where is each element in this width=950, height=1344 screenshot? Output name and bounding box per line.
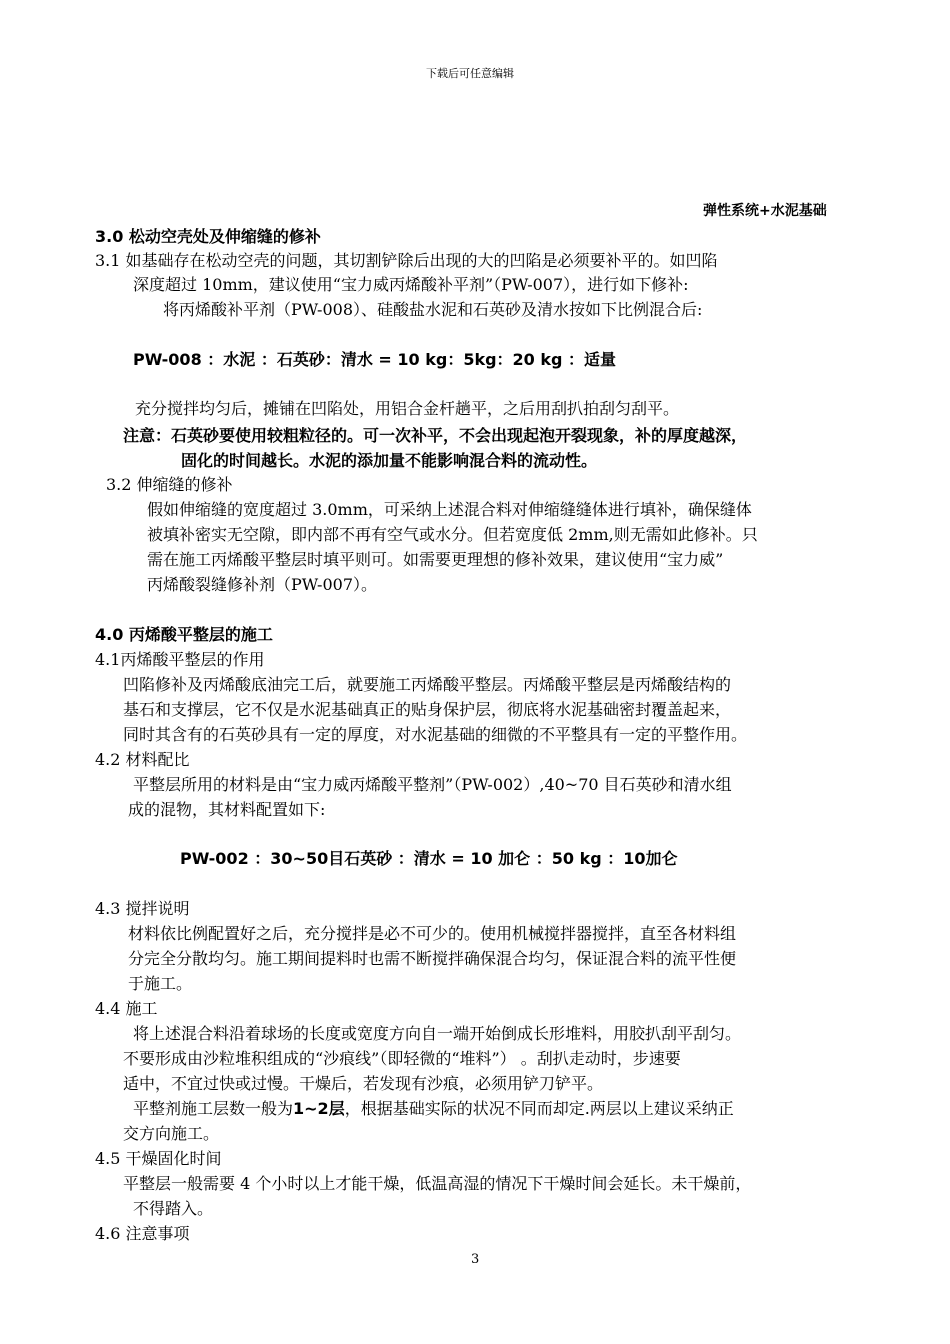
section-4-5-heading: 4.5 干燥固化时间 — [95, 1149, 222, 1168]
document-subtitle: 弹性系统+水泥基础 — [703, 203, 827, 219]
page-header-note: 下载后可任意编辑 — [426, 67, 514, 80]
paragraph-line: 需在施工丙烯酸平整层时填平则可。如需要更理想的修补效果，建议使用“宝力威” — [147, 550, 724, 569]
paragraph-line: 将丙烯酸补平剂（PW-008）、硅酸盐水泥和石英砂及清水按如下比例混合后: — [163, 300, 703, 319]
paragraph-line: 适中，不宜过快或过慢。干燥后，若发现有沙痕，必须用铲刀铲平。 — [123, 1074, 604, 1093]
paragraph-line: 交方向施工。 — [123, 1124, 220, 1143]
paragraph-line: 分完全分散均匀。施工期间提料时也需不断搅拌确保混合均匀，保证混合料的流平性便 — [128, 949, 737, 968]
paragraph-text: 平整剂施工层数一般为 — [133, 1099, 294, 1118]
section-3-0-heading: 3.0 松动空壳处及伸缩缝的修补 — [95, 227, 321, 246]
section-4-2-heading: 4.2 材料配比 — [95, 750, 190, 769]
section-4-6-heading: 4.6 注意事项 — [95, 1224, 190, 1243]
note-line: 注意：石英砂要使用较粗粒径的。可一次补平，不会出现起泡开裂现象，补的厚度越深， — [123, 426, 748, 445]
paragraph-line: 凹陷修补及丙烯酸底油完工后，就要施工丙烯酸平整层。丙烯酸平整层是丙烯酸结构的 — [123, 675, 732, 694]
paragraph-line: 3.1 如基础存在松动空壳的问题，其切割铲除后出现的大的凹陷是必须要补平的。如凹陷 — [95, 251, 718, 270]
paragraph-line: 不得踏入。 — [133, 1199, 214, 1218]
paragraph-line: 深度超过 10mm，建议使用“宝力威丙烯酸补平剂”（PW-007），进行如下修补: — [133, 275, 689, 294]
paragraph-line: 平整层一般需要 4 个小时以上才能干燥，低温高湿的情况下干燥时间会延长。未干燥前， — [123, 1174, 752, 1193]
paragraph-line: 于施工。 — [128, 974, 193, 993]
section-4-1-heading: 4.1丙烯酸平整层的作用 — [95, 650, 265, 669]
paragraph-line: 成的混物，其材料配置如下: — [128, 800, 326, 819]
section-4-3-heading: 4.3 搅拌说明 — [95, 899, 190, 918]
paragraph-line: 充分搅拌均匀后，摊铺在凹陷处，用铝合金杆趟平，之后用刮扒拍刮匀刮平。 — [135, 399, 680, 418]
mix-formula-2: PW-002 ：30~50目石英砂 ：清水 = 10 加仑 ：50 kg ：10加仑 — [180, 849, 678, 868]
section-4-4-heading: 4.4 施工 — [95, 999, 158, 1018]
paragraph-line: 同时其含有的石英砂具有一定的厚度，对水泥基础的细微的不平整具有一定的平整作用。 — [123, 725, 748, 744]
mix-formula-1: PW-008 ：水泥 ：石英砂：清水 = 10 kg：5kg：20 kg ：适量 — [133, 350, 617, 369]
section-4-0-heading: 4.0 丙烯酸平整层的施工 — [95, 625, 273, 644]
paragraph-line: 丙烯酸裂缝修补剂（PW-007）。 — [147, 575, 377, 594]
paragraph-text: ，根据基础实际的状况不同而却定.两层以上建议采纳正 — [344, 1099, 734, 1118]
paragraph-line: 被填补密实无空隙，即内部不再有空气或水分。但若宽度低 2mm,则无需如此修补。只 — [147, 525, 758, 544]
paragraph-line: 不要形成由沙粒堆积组成的“沙痕线”（即轻微的“堆料”） 。刮扒走动时，步速要 — [123, 1049, 681, 1068]
paragraph-line: 将上述混合料沿着球场的长度或宽度方向自一端开始倒成长形堆料，用胶扒刮平刮匀。 — [133, 1024, 742, 1043]
paragraph-line: 平整层所用的材料是由“宝力威丙烯酸平整剂”（PW-002）,40~70 目石英砂和清水组 — [133, 775, 732, 794]
layer-count-highlight: 1~2层 — [293, 1099, 345, 1118]
paragraph-line: 基石和支撑层，它不仅是水泥基础真正的贴身保护层，彻底将水泥基础密封覆盖起来， — [123, 700, 732, 719]
paragraph-line: 假如伸缩缝的宽度超过 3.0mm，可采纳上述混合料对伸缩缝缝体进行填补，确保缝体 — [147, 500, 752, 519]
paragraph-line: 材料依比例配置好之后，充分搅拌是必不可少的。使用机械搅拌器搅拌，直至各材料组 — [128, 924, 737, 943]
page-number: 3 — [471, 1252, 480, 1267]
section-3-2-heading: 3.2 伸缩缝的修补 — [106, 475, 233, 494]
paragraph-line — [133, 1101, 734, 1117]
note-line: 固化的时间越长。水泥的添加量不能影响混合料的流动性。 — [181, 451, 598, 470]
